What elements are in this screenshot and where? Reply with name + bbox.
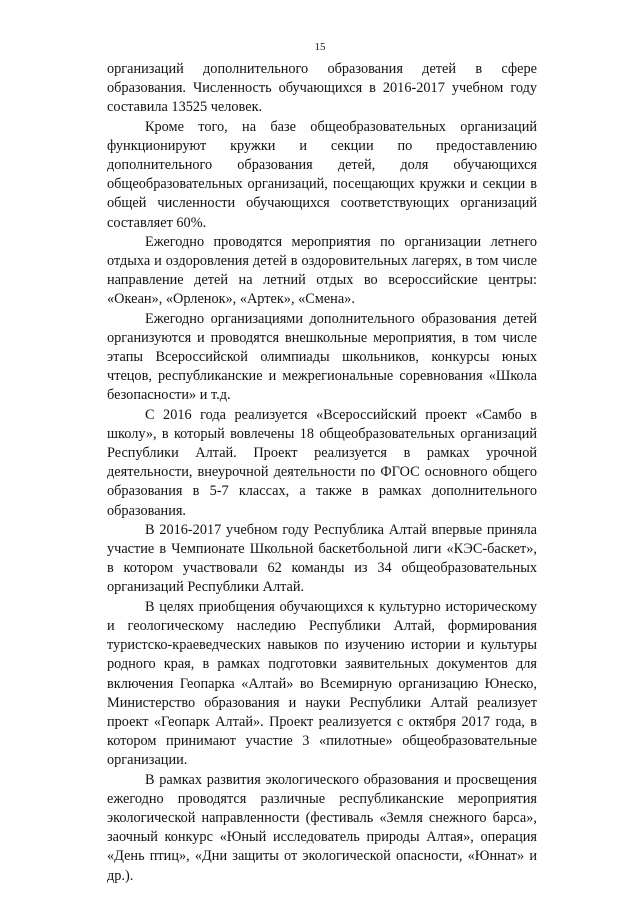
paragraph: Ежегодно проводятся мероприятия по организации летнего отдыха и оздоровления детей в оздоровительных лагерях, в том числе направление детей на летний отдых во всероссийские центры: «Океан», «Орленок», «Артек», «Смена». (107, 233, 537, 308)
paragraph: В целях приобщения обучающихся к культурно историческому и геологическому наследию Республики Алтай, формирования туристско-краеведческих навыков по изучению истории и культуры родного края, в рамках подготовки заявительных документов для включения Геопарка «Алтай» во Всемирную организацию Юнеско, Министерство образования и науки Республики Алтай реализует проект «Геопарк Алтай». Проект реализуется с октября 2017 года, в котором принимают участие 3 «пилотные» общеобразовательные организации. (107, 598, 537, 769)
page-number: 15 (314, 41, 326, 53)
paragraph: организаций дополнительного образования детей в сфере образования. Численность обучающихся в 2016-2017 учебном году составила 13525 человек. (107, 61, 537, 116)
body-text (107, 60, 537, 886)
paragraph: Кроме того, на базе общеобразовательных организаций функционируют кружки и секции по предоставлению дополнительного образования детей, доля обучающихся общеобразовательных организаций, посещающих кружки и секции в общей численности обучающихся соответствующих организаций составляет 60%. (107, 118, 537, 231)
paragraph: С 2016 года реализуется «Всероссийский проект «Самбо в школу», в который вовлечены 18 общеобразовательных организаций Республики Алтай. Проект реализуется в рамках урочной деятельности, внеурочной деятельности по ФГОС основного общего образования в 5-7 классах, а также в рамках дополнительного образования. (107, 406, 537, 519)
paragraph: Ежегодно организациями дополнительного образования детей организуются и проводятся внешкольные мероприятия, в том числе этапы Всероссийской олимпиады школьников, конкурсы юных чтецов, республиканские и межрегиональные соревнования «Школа безопасности» и т.д. (107, 310, 537, 404)
paragraph: В 2016-2017 учебном году Республика Алтай впервые приняла участие в Чемпионате Школьной баскетбольной лиги «КЭС-баскет», в котором участвовали 62 команды из 34 общеобразовательных организаций Республики Алтай. (107, 521, 537, 596)
paragraph: В рамках развития экологического образования и просвещения ежегодно проводятся различные республиканские мероприятия экологической направленности (фестиваль «Земля снежного барса», заочный конкурс «Юный исследователь природы Алтая», операция «День птиц», «Дни защиты от экологической опасности, «Юннат» и др.). (107, 771, 537, 884)
